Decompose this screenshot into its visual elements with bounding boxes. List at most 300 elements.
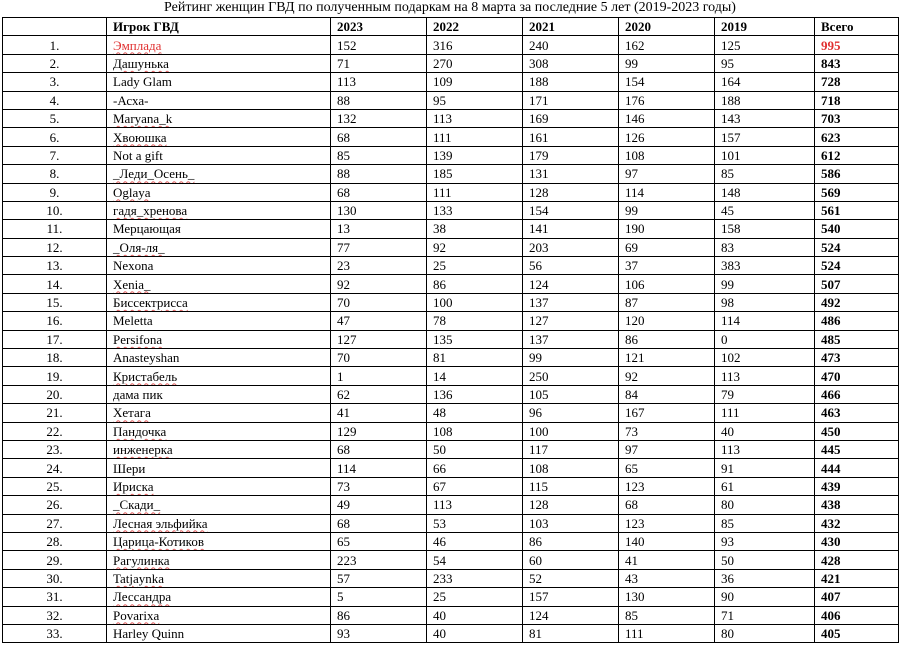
total-cell: 430: [815, 532, 899, 550]
table-row: [3, 183, 899, 201]
value-2022-cell: 113: [427, 109, 523, 127]
value-2021-cell: 105: [523, 385, 619, 403]
rank-cell: 15.: [3, 293, 107, 311]
value-2021-cell: 161: [523, 128, 619, 146]
value-2023-cell: 68: [331, 183, 427, 201]
table-row: [3, 514, 899, 532]
rank-cell: 13.: [3, 257, 107, 275]
value-2019-cell: 157: [715, 128, 815, 146]
total-cell: 438: [815, 496, 899, 514]
value-2023-cell: 92: [331, 275, 427, 293]
rank-cell: 4.: [3, 91, 107, 109]
rank-cell: 6.: [3, 128, 107, 146]
player-name-cell: -Асха-: [107, 91, 331, 109]
value-2020-cell: 97: [619, 165, 715, 183]
player-name-cell: Maryana_k: [107, 109, 331, 127]
table-row: [3, 404, 899, 422]
table-row: [3, 422, 899, 440]
value-2021-cell: 131: [523, 165, 619, 183]
value-2022-cell: 54: [427, 551, 523, 569]
value-2020-cell: 130: [619, 588, 715, 606]
header-player: Игрок ГВД: [107, 18, 331, 36]
value-2021-cell: 137: [523, 293, 619, 311]
value-2021-cell: 124: [523, 606, 619, 624]
table-row: [3, 349, 899, 367]
value-2020-cell: 140: [619, 532, 715, 550]
rank-cell: 7.: [3, 146, 107, 164]
table-row: [3, 606, 899, 624]
value-2019-cell: 111: [715, 404, 815, 422]
value-2023-cell: 47: [331, 312, 427, 330]
table-row: [3, 588, 899, 606]
value-2020-cell: 43: [619, 569, 715, 587]
table-row: [3, 220, 899, 238]
value-2023-cell: 223: [331, 551, 427, 569]
player-name-cell: _Леди_Осень_: [107, 165, 331, 183]
value-2020-cell: 120: [619, 312, 715, 330]
value-2021-cell: 137: [523, 330, 619, 348]
value-2022-cell: 185: [427, 165, 523, 183]
value-2023-cell: 70: [331, 349, 427, 367]
value-2023-cell: 130: [331, 201, 427, 219]
value-2022-cell: 86: [427, 275, 523, 293]
total-cell: 463: [815, 404, 899, 422]
total-cell: 407: [815, 588, 899, 606]
header-total: Всего: [815, 18, 899, 36]
value-2019-cell: 102: [715, 349, 815, 367]
value-2023-cell: 41: [331, 404, 427, 422]
value-2019-cell: 61: [715, 477, 815, 495]
player-name-cell: Xenia_: [107, 275, 331, 293]
value-2022-cell: 25: [427, 257, 523, 275]
value-2019-cell: 99: [715, 275, 815, 293]
player-name-cell: Lady Glam: [107, 73, 331, 91]
rank-cell: 25.: [3, 477, 107, 495]
value-2020-cell: 126: [619, 128, 715, 146]
total-cell: 612: [815, 146, 899, 164]
value-2021-cell: 203: [523, 238, 619, 256]
value-2022-cell: 111: [427, 183, 523, 201]
value-2023-cell: 132: [331, 109, 427, 127]
value-2023-cell: 62: [331, 385, 427, 403]
value-2019-cell: 71: [715, 606, 815, 624]
header-2020: 2020: [619, 18, 715, 36]
value-2021-cell: 100: [523, 422, 619, 440]
value-2020-cell: 190: [619, 220, 715, 238]
value-2022-cell: 113: [427, 496, 523, 514]
table-row: [3, 624, 899, 642]
value-2022-cell: 136: [427, 385, 523, 403]
total-cell: 524: [815, 238, 899, 256]
value-2021-cell: 99: [523, 349, 619, 367]
total-cell: 507: [815, 275, 899, 293]
value-2022-cell: 133: [427, 201, 523, 219]
value-2021-cell: 154: [523, 201, 619, 219]
table-row: [3, 275, 899, 293]
player-name-cell: Povarixa: [107, 606, 331, 624]
player-name-cell: Хетага: [107, 404, 331, 422]
total-cell: 492: [815, 293, 899, 311]
value-2023-cell: 68: [331, 440, 427, 458]
document-title: Рейтинг женщин ГВД по полученным подаркам на 8 марта за последние 5 лет (2019-2023 годы): [164, 0, 736, 15]
rank-cell: 19.: [3, 367, 107, 385]
value-2019-cell: 95: [715, 54, 815, 72]
header-2023: 2023: [331, 18, 427, 36]
value-2023-cell: 86: [331, 606, 427, 624]
player-name-cell: Meletta: [107, 312, 331, 330]
value-2022-cell: 78: [427, 312, 523, 330]
value-2020-cell: 69: [619, 238, 715, 256]
rank-cell: 31.: [3, 588, 107, 606]
rank-cell: 9.: [3, 183, 107, 201]
rank-cell: 10.: [3, 201, 107, 219]
player-name-cell: Not a gift: [107, 146, 331, 164]
value-2023-cell: 127: [331, 330, 427, 348]
value-2019-cell: 164: [715, 73, 815, 91]
value-2021-cell: 81: [523, 624, 619, 642]
player-name-cell: дама пик: [107, 385, 331, 403]
value-2020-cell: 111: [619, 624, 715, 642]
table-row: [3, 459, 899, 477]
value-2022-cell: 109: [427, 73, 523, 91]
total-cell: 439: [815, 477, 899, 495]
value-2019-cell: 93: [715, 532, 815, 550]
value-2019-cell: 101: [715, 146, 815, 164]
value-2022-cell: 135: [427, 330, 523, 348]
rank-cell: 8.: [3, 165, 107, 183]
value-2021-cell: 128: [523, 183, 619, 201]
total-cell: 473: [815, 349, 899, 367]
value-2021-cell: 240: [523, 36, 619, 54]
value-2023-cell: 70: [331, 293, 427, 311]
value-2019-cell: 158: [715, 220, 815, 238]
header-2019: 2019: [715, 18, 815, 36]
rank-cell: 22.: [3, 422, 107, 440]
value-2023-cell: 113: [331, 73, 427, 91]
value-2022-cell: 14: [427, 367, 523, 385]
total-cell: 486: [815, 312, 899, 330]
value-2020-cell: 162: [619, 36, 715, 54]
value-2019-cell: 80: [715, 624, 815, 642]
value-2022-cell: 53: [427, 514, 523, 532]
header-2021: 2021: [523, 18, 619, 36]
value-2022-cell: 67: [427, 477, 523, 495]
value-2019-cell: 79: [715, 385, 815, 403]
rank-cell: 2.: [3, 54, 107, 72]
player-name-cell: Царица-Котиков: [107, 532, 331, 550]
value-2021-cell: 171: [523, 91, 619, 109]
player-name-cell: Мерцающая: [107, 220, 331, 238]
player-name-cell: инженерка: [107, 440, 331, 458]
rank-cell: 29.: [3, 551, 107, 569]
value-2019-cell: 113: [715, 367, 815, 385]
total-cell: 432: [815, 514, 899, 532]
value-2021-cell: 56: [523, 257, 619, 275]
player-name-cell: Oglaya: [107, 183, 331, 201]
value-2022-cell: 316: [427, 36, 523, 54]
value-2021-cell: 308: [523, 54, 619, 72]
rank-cell: 14.: [3, 275, 107, 293]
table-row: [3, 551, 899, 569]
table-row: [3, 532, 899, 550]
total-cell: 405: [815, 624, 899, 642]
value-2020-cell: 68: [619, 496, 715, 514]
rank-cell: 32.: [3, 606, 107, 624]
value-2023-cell: 68: [331, 128, 427, 146]
value-2019-cell: 383: [715, 257, 815, 275]
rank-cell: 12.: [3, 238, 107, 256]
table-row: [3, 109, 899, 127]
value-2023-cell: 88: [331, 165, 427, 183]
total-cell: 718: [815, 91, 899, 109]
total-cell: 421: [815, 569, 899, 587]
table-row: [3, 385, 899, 403]
header-2022: 2022: [427, 18, 523, 36]
table-row: [3, 257, 899, 275]
total-cell: 406: [815, 606, 899, 624]
value-2019-cell: 0: [715, 330, 815, 348]
value-2022-cell: 81: [427, 349, 523, 367]
rating-table: [2, 17, 899, 643]
table-row: [3, 165, 899, 183]
value-2022-cell: 111: [427, 128, 523, 146]
table-row: [3, 440, 899, 458]
value-2020-cell: 87: [619, 293, 715, 311]
value-2022-cell: 66: [427, 459, 523, 477]
rank-cell: 16.: [3, 312, 107, 330]
table-row: [3, 477, 899, 495]
total-cell: 995: [815, 36, 899, 54]
total-cell: 623: [815, 128, 899, 146]
value-2019-cell: 85: [715, 514, 815, 532]
value-2023-cell: 65: [331, 532, 427, 550]
total-cell: 586: [815, 165, 899, 183]
value-2023-cell: 13: [331, 220, 427, 238]
total-cell: 445: [815, 440, 899, 458]
value-2020-cell: 154: [619, 73, 715, 91]
value-2021-cell: 127: [523, 312, 619, 330]
value-2020-cell: 176: [619, 91, 715, 109]
total-cell: 843: [815, 54, 899, 72]
value-2019-cell: 80: [715, 496, 815, 514]
total-cell: 540: [815, 220, 899, 238]
total-cell: 470: [815, 367, 899, 385]
table-row: [3, 91, 899, 109]
rank-cell: 26.: [3, 496, 107, 514]
total-cell: 444: [815, 459, 899, 477]
value-2019-cell: 188: [715, 91, 815, 109]
player-name-cell: Anasteyshan: [107, 349, 331, 367]
table-row: [3, 73, 899, 91]
value-2021-cell: 60: [523, 551, 619, 569]
document-page: [0, 1, 900, 651]
table-row: [3, 569, 899, 587]
total-cell: 703: [815, 109, 899, 127]
player-name-cell: гадя_хренова: [107, 201, 331, 219]
value-2022-cell: 46: [427, 532, 523, 550]
table-header-row: [3, 18, 899, 36]
value-2023-cell: 73: [331, 477, 427, 495]
value-2023-cell: 71: [331, 54, 427, 72]
value-2021-cell: 103: [523, 514, 619, 532]
total-cell: 569: [815, 183, 899, 201]
value-2022-cell: 95: [427, 91, 523, 109]
rank-cell: 5.: [3, 109, 107, 127]
value-2019-cell: 45: [715, 201, 815, 219]
value-2021-cell: 157: [523, 588, 619, 606]
value-2021-cell: 117: [523, 440, 619, 458]
total-cell: 450: [815, 422, 899, 440]
value-2020-cell: 86: [619, 330, 715, 348]
value-2019-cell: 83: [715, 238, 815, 256]
value-2021-cell: 108: [523, 459, 619, 477]
total-cell: 728: [815, 73, 899, 91]
value-2022-cell: 48: [427, 404, 523, 422]
value-2020-cell: 84: [619, 385, 715, 403]
player-name-cell: Лесная эльфийка: [107, 514, 331, 532]
player-name-cell: Шери: [107, 459, 331, 477]
player-name-cell: Рагулинка: [107, 551, 331, 569]
value-2021-cell: 128: [523, 496, 619, 514]
rank-cell: 23.: [3, 440, 107, 458]
value-2020-cell: 41: [619, 551, 715, 569]
rank-cell: 33.: [3, 624, 107, 642]
player-name-cell: Tatjaynka: [107, 569, 331, 587]
table-row: [3, 54, 899, 72]
value-2021-cell: 179: [523, 146, 619, 164]
table-row: [3, 146, 899, 164]
player-name-cell: Пандочка: [107, 422, 331, 440]
value-2019-cell: 40: [715, 422, 815, 440]
player-name-cell: _Оля-ля_: [107, 238, 331, 256]
table-row: [3, 330, 899, 348]
value-2021-cell: 141: [523, 220, 619, 238]
value-2020-cell: 97: [619, 440, 715, 458]
rank-cell: 28.: [3, 532, 107, 550]
value-2020-cell: 85: [619, 606, 715, 624]
total-cell: 428: [815, 551, 899, 569]
player-name-cell: Ириска: [107, 477, 331, 495]
value-2020-cell: 92: [619, 367, 715, 385]
value-2021-cell: 169: [523, 109, 619, 127]
rank-cell: 11.: [3, 220, 107, 238]
value-2022-cell: 25: [427, 588, 523, 606]
value-2021-cell: 250: [523, 367, 619, 385]
value-2022-cell: 108: [427, 422, 523, 440]
value-2023-cell: 85: [331, 146, 427, 164]
value-2020-cell: 123: [619, 477, 715, 495]
total-cell: 466: [815, 385, 899, 403]
value-2021-cell: 52: [523, 569, 619, 587]
player-name-cell: Дашунька: [107, 54, 331, 72]
value-2020-cell: 123: [619, 514, 715, 532]
total-cell: 485: [815, 330, 899, 348]
value-2021-cell: 86: [523, 532, 619, 550]
value-2019-cell: 98: [715, 293, 815, 311]
player-name-cell: Лессандра: [107, 588, 331, 606]
value-2020-cell: 99: [619, 201, 715, 219]
table-row: [3, 238, 899, 256]
value-2021-cell: 115: [523, 477, 619, 495]
rank-cell: 30.: [3, 569, 107, 587]
total-cell: 561: [815, 201, 899, 219]
header-rank: [3, 18, 107, 36]
value-2022-cell: 139: [427, 146, 523, 164]
value-2023-cell: 93: [331, 624, 427, 642]
value-2020-cell: 146: [619, 109, 715, 127]
value-2020-cell: 167: [619, 404, 715, 422]
value-2023-cell: 68: [331, 514, 427, 532]
rank-cell: 17.: [3, 330, 107, 348]
player-name-cell: Nexona: [107, 257, 331, 275]
value-2019-cell: 50: [715, 551, 815, 569]
player-name-cell: Persifona: [107, 330, 331, 348]
value-2019-cell: 148: [715, 183, 815, 201]
player-name-cell: Эмплада: [107, 36, 331, 54]
value-2022-cell: 270: [427, 54, 523, 72]
value-2022-cell: 50: [427, 440, 523, 458]
player-name-cell: Harley Quinn: [107, 624, 331, 642]
value-2023-cell: 77: [331, 238, 427, 256]
value-2021-cell: 124: [523, 275, 619, 293]
value-2020-cell: 65: [619, 459, 715, 477]
value-2022-cell: 38: [427, 220, 523, 238]
value-2019-cell: 113: [715, 440, 815, 458]
value-2020-cell: 108: [619, 146, 715, 164]
table-row: [3, 201, 899, 219]
value-2020-cell: 121: [619, 349, 715, 367]
table-row: [3, 312, 899, 330]
value-2020-cell: 37: [619, 257, 715, 275]
rank-cell: 1.: [3, 36, 107, 54]
table-row: [3, 367, 899, 385]
value-2023-cell: 5: [331, 588, 427, 606]
value-2019-cell: 85: [715, 165, 815, 183]
table-row: [3, 496, 899, 514]
player-name-cell: _Скади_: [107, 496, 331, 514]
value-2021-cell: 188: [523, 73, 619, 91]
total-cell: 524: [815, 257, 899, 275]
table-row: [3, 128, 899, 146]
player-name-cell: Хвоюшка: [107, 128, 331, 146]
value-2022-cell: 100: [427, 293, 523, 311]
player-name-cell: Кристабель: [107, 367, 331, 385]
rank-cell: 20.: [3, 385, 107, 403]
value-2023-cell: 152: [331, 36, 427, 54]
rank-cell: 18.: [3, 349, 107, 367]
rank-cell: 3.: [3, 73, 107, 91]
table-row: [3, 36, 899, 54]
player-name-cell: Биссектрисса: [107, 293, 331, 311]
value-2019-cell: 90: [715, 588, 815, 606]
value-2020-cell: 114: [619, 183, 715, 201]
value-2023-cell: 49: [331, 496, 427, 514]
value-2022-cell: 233: [427, 569, 523, 587]
value-2022-cell: 40: [427, 606, 523, 624]
value-2019-cell: 36: [715, 569, 815, 587]
rank-cell: 27.: [3, 514, 107, 532]
value-2023-cell: 114: [331, 459, 427, 477]
value-2023-cell: 129: [331, 422, 427, 440]
value-2022-cell: 92: [427, 238, 523, 256]
value-2021-cell: 96: [523, 404, 619, 422]
value-2019-cell: 125: [715, 36, 815, 54]
table-row: [3, 293, 899, 311]
rank-cell: 24.: [3, 459, 107, 477]
value-2019-cell: 114: [715, 312, 815, 330]
value-2023-cell: 57: [331, 569, 427, 587]
value-2020-cell: 73: [619, 422, 715, 440]
